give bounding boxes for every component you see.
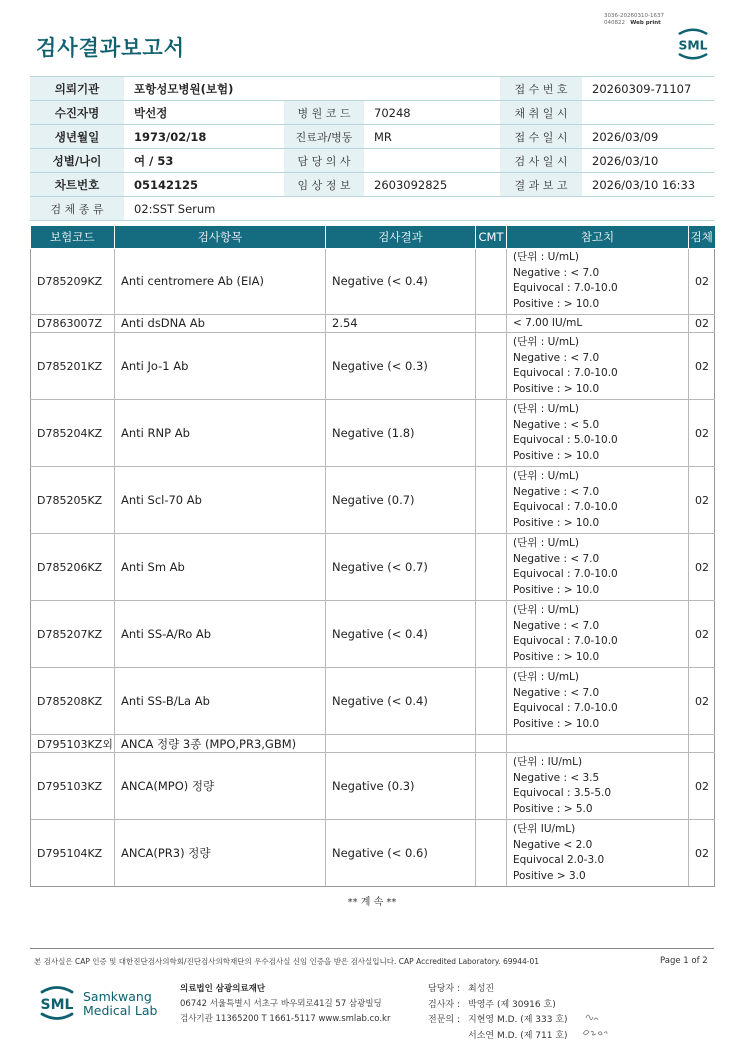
reference-line: (단위 : U/mL)	[513, 671, 579, 683]
cell-cmt	[476, 753, 507, 820]
cell-item: ANCA(PR3) 정량	[115, 820, 326, 887]
cell-code: D795103KZ	[31, 753, 115, 820]
hospital-code-label: 병 원 코 드	[284, 101, 364, 125]
receipt-no-label: 접 수 번 호	[500, 77, 582, 101]
reference-line: Equivocal : 5.0-10.0	[513, 434, 618, 446]
table-row	[31, 467, 715, 534]
cell-result: Negative (< 0.6)	[326, 820, 476, 887]
cell-specimen	[689, 735, 715, 753]
cell-item: Anti Jo-1 Ab	[115, 333, 326, 400]
staff-name: 최성진	[468, 984, 495, 994]
table-row	[31, 534, 715, 601]
birth-value: 1973/02/18	[124, 125, 284, 149]
table-row	[31, 753, 715, 820]
cell-code: D795103KZ외	[31, 735, 115, 753]
header-result: 검사결과	[326, 226, 476, 248]
staff-role: 담당자 :	[428, 984, 460, 994]
cell-specimen: 02	[689, 534, 715, 601]
reference-line: Positive : > 10.0	[513, 583, 600, 596]
cell-ref	[507, 333, 689, 400]
cell-code: D795104KZ	[31, 820, 115, 887]
patient-value: 박선정	[124, 101, 284, 125]
cell-item: Anti SS-B/La Ab	[115, 668, 326, 735]
signature-icon	[580, 1008, 610, 1040]
reference-line: Negative : < 7.0	[513, 552, 600, 565]
reference-line: Negative : < 7.0	[513, 351, 600, 364]
chart-value: 05142125	[124, 173, 284, 197]
requester-value: 포항성모병원(보험)	[124, 77, 500, 101]
reference-line: (단위 : U/mL)	[513, 251, 579, 263]
header-code: 보험코드	[31, 226, 115, 248]
cell-item: Anti SS-A/Ro Ab	[115, 601, 326, 668]
footer-brand: Samkwang Medical Lab	[83, 989, 158, 1018]
document-id: 3036-20260310-1637 040822 Web print	[604, 13, 664, 26]
cell-item: Anti dsDNA Ab	[115, 314, 326, 333]
specimen-label: 검 체 종 류	[30, 197, 124, 221]
staff-row	[428, 1013, 568, 1029]
sex-age-label: 성별/나이	[30, 149, 124, 173]
doctor-value	[364, 149, 500, 173]
header-item: 검사항목	[115, 226, 326, 248]
cell-ref	[507, 820, 689, 887]
cell-result: Negative (< 0.3)	[326, 333, 476, 400]
cell-result: Negative (< 0.7)	[326, 534, 476, 601]
cell-ref	[507, 735, 689, 753]
cell-code: D785207KZ	[31, 601, 115, 668]
footer-staff	[428, 982, 568, 1044]
cell-result: Negative (< 0.4)	[326, 601, 476, 668]
cell-result: Negative (0.3)	[326, 753, 476, 820]
cell-ref	[507, 248, 689, 314]
table-row	[31, 314, 715, 333]
reference-line: (단위 : U/mL)	[513, 336, 579, 348]
report-value: 2026/03/10 16:33	[582, 173, 714, 197]
cell-code: D785201KZ	[31, 333, 115, 400]
reference-line: Negative : < 7.0	[513, 266, 600, 279]
cell-result	[326, 735, 476, 753]
reference-line: Positive : > 10.0	[513, 516, 600, 529]
cell-specimen: 02	[689, 314, 715, 333]
reference-line: Positive : > 5.0	[513, 802, 593, 815]
svg-text:SML: SML	[678, 38, 708, 53]
table-row	[31, 668, 715, 735]
cell-item: Anti RNP Ab	[115, 400, 326, 467]
reference-line: Negative : < 3.5	[513, 771, 600, 784]
cell-cmt	[476, 333, 507, 400]
receipt-date-label: 접 수 일 시	[500, 125, 582, 149]
cell-specimen: 02	[689, 820, 715, 887]
header-cmt: CMT	[476, 226, 507, 248]
cell-specimen: 02	[689, 467, 715, 534]
chart-label: 차트번호	[30, 173, 124, 197]
reference-line: Equivocal : 7.0-10.0	[513, 702, 618, 714]
page-title: 검사결과보고서	[36, 36, 186, 60]
cell-ref	[507, 668, 689, 735]
cell-specimen: 02	[689, 400, 715, 467]
sml-footer-logo-icon	[36, 982, 78, 1024]
reference-line: (단위 IU/mL)	[513, 823, 576, 835]
table-row	[31, 735, 715, 753]
doctor-label: 담 당 의 사	[284, 149, 364, 173]
cell-cmt	[476, 820, 507, 887]
reference-line: Equivocal : 7.0-10.0	[513, 282, 618, 294]
cell-item: ANCA(MPO) 정량	[115, 753, 326, 820]
reference-line: Equivocal : 7.0-10.0	[513, 635, 618, 647]
reference-line: (단위 : IU/mL)	[513, 756, 583, 768]
footer-divider	[30, 948, 714, 949]
reference-line: Positive : > 10.0	[513, 297, 600, 310]
cell-item: Anti Sm Ab	[115, 534, 326, 601]
clinical-value: 2603092825	[364, 173, 500, 197]
reference-line: (단위 : U/mL)	[513, 537, 579, 549]
reference-line: Negative : < 7.0	[513, 686, 600, 699]
reference-line: Equivocal : 7.0-10.0	[513, 367, 618, 379]
reference-line: Negative : < 7.0	[513, 485, 600, 498]
cell-result: Negative (1.8)	[326, 400, 476, 467]
cell-specimen: 02	[689, 601, 715, 668]
results-table	[30, 226, 715, 887]
cell-cmt	[476, 400, 507, 467]
table-row	[31, 400, 715, 467]
cell-result: 2.54	[326, 314, 476, 333]
staff-row	[428, 1029, 568, 1045]
staff-name: 박영주 (제 30916 호)	[468, 999, 556, 1010]
cell-ref	[507, 467, 689, 534]
cell-ref	[507, 534, 689, 601]
cell-cmt	[476, 248, 507, 314]
cell-code: D785208KZ	[31, 668, 115, 735]
cell-specimen: 02	[689, 668, 715, 735]
table-row	[31, 333, 715, 400]
test-date-label: 검 사 일 시	[500, 149, 582, 173]
cell-ref	[507, 400, 689, 467]
cell-item: Anti centromere Ab (EIA)	[115, 248, 326, 314]
table-row	[31, 601, 715, 668]
patient-info-table	[30, 76, 714, 221]
reference-line: Negative < 2.0	[513, 838, 593, 851]
table-row	[31, 820, 715, 887]
certification-note: 본 검사실은 CAP 인증 및 대한진단검사의학회/진단검사의학재단의 우수검사실 신임 인증을 받은 검사실입니다. CAP Accredited Laboratory. 69944-01	[34, 957, 540, 966]
reference-line: Equivocal : 7.0-10.0	[513, 568, 618, 580]
page-number: Page 1 of 2	[660, 956, 708, 966]
reference-line: (단위 : U/mL)	[513, 604, 579, 616]
birth-label: 생년월일	[30, 125, 124, 149]
reference-line: Positive > 3.0	[513, 869, 586, 882]
staff-row	[428, 982, 568, 998]
cell-code: D785206KZ	[31, 534, 115, 601]
receipt-date-value: 2026/03/09	[582, 125, 714, 149]
cell-item: ANCA 정량 3종 (MPO,PR3,GBM)	[115, 735, 326, 753]
cell-result: Negative (< 0.4)	[326, 668, 476, 735]
cell-code: D785209KZ	[31, 248, 115, 314]
cell-result: Negative (< 0.4)	[326, 248, 476, 314]
receipt-no-value: 20260309-71107	[582, 77, 714, 101]
cell-cmt	[476, 735, 507, 753]
reference-line: (단위 : U/mL)	[513, 470, 579, 482]
table-row	[31, 248, 715, 314]
cell-cmt	[476, 314, 507, 333]
reference-line: Equivocal : 3.5-5.0	[513, 787, 612, 799]
footer-organization: 의료법인 삼광의료재단 06742 서울특별시 서초구 바우뫼로41길 57 삼광빌딩 검사기관 11365200 T 1661-5117 www.smlab.co.kr	[180, 984, 391, 1024]
reference-line: Equivocal 2.0-3.0	[513, 854, 605, 866]
cell-item: Anti Scl-70 Ab	[115, 467, 326, 534]
results-body	[31, 248, 715, 887]
cell-specimen: 02	[689, 333, 715, 400]
patient-label: 수진자명	[30, 101, 124, 125]
specimen-value: 02:SST Serum	[124, 197, 714, 221]
reference-line: Positive : > 10.0	[513, 449, 600, 462]
cell-ref	[507, 753, 689, 820]
reference-line: Positive : > 10.0	[513, 382, 600, 395]
collection-date-label: 채 취 일 시	[500, 101, 582, 125]
collection-date-value	[582, 101, 714, 125]
cell-cmt	[476, 467, 507, 534]
reference-line: Positive : > 10.0	[513, 650, 600, 663]
sml-logo-icon	[674, 25, 712, 63]
reference-line: (단위 : U/mL)	[513, 403, 579, 415]
cell-code: D7863007Z	[31, 314, 115, 333]
reference-line: Negative : < 5.0	[513, 418, 600, 431]
cell-ref	[507, 601, 689, 668]
cell-ref	[507, 314, 689, 333]
clinical-label: 임 상 정 보	[284, 173, 364, 197]
cell-cmt	[476, 668, 507, 735]
reference-line: Negative : < 7.0	[513, 619, 600, 632]
cell-cmt	[476, 534, 507, 601]
hospital-code-value: 70248	[364, 101, 500, 125]
staff-name: 서소연 M.D. (제 711 호)	[468, 1030, 568, 1041]
cell-specimen: 02	[689, 753, 715, 820]
staff-name: 지현영 M.D. (제 333 호)	[468, 1015, 568, 1025]
requester-label: 의뢰기관	[30, 77, 124, 101]
reference-line: Positive : > 10.0	[513, 717, 600, 730]
dept-label: 진료과/병동	[284, 125, 364, 149]
reference-line: Equivocal : 7.0-10.0	[513, 501, 618, 513]
cell-specimen: 02	[689, 248, 715, 314]
cell-code: D785204KZ	[31, 400, 115, 467]
cell-result: Negative (0.7)	[326, 467, 476, 534]
reference-line: < 7.00 IU/mL	[513, 316, 583, 329]
header-ref: 참고치	[507, 226, 689, 248]
test-date-value: 2026/03/10	[582, 149, 714, 173]
staff-role: 전문의 :	[428, 1015, 460, 1025]
cell-cmt	[476, 601, 507, 668]
report-label: 결 과 보 고	[500, 173, 582, 197]
continued-note: ** 계 속 **	[347, 897, 397, 908]
header-specimen: 검체	[689, 226, 715, 248]
svg-text:SML: SML	[40, 997, 74, 1013]
staff-row	[428, 998, 568, 1014]
sex-age-value: 여 / 53	[124, 149, 284, 173]
cell-code: D785205KZ	[31, 467, 115, 534]
staff-role: 검사자 :	[428, 999, 460, 1010]
dept-value: MR	[364, 125, 500, 149]
